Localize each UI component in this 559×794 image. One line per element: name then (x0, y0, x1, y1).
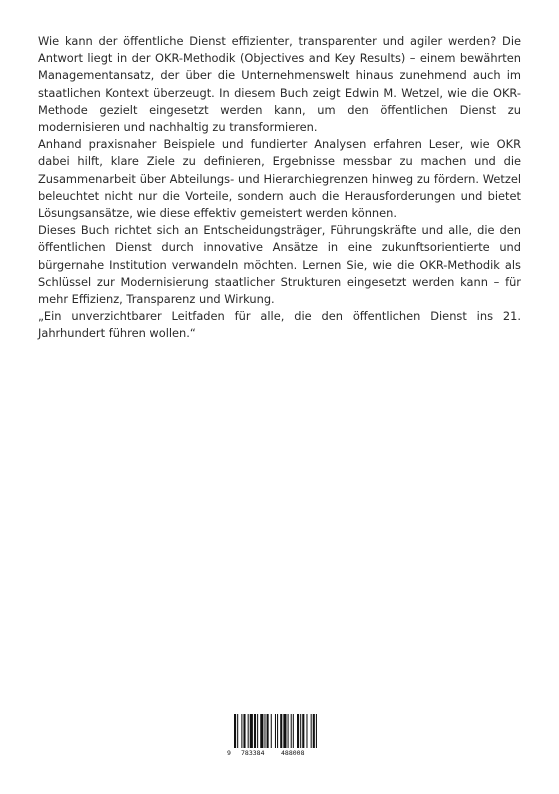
barcode-bar (311, 714, 312, 750)
barcode-bar (288, 714, 289, 750)
barcode-bar (316, 714, 317, 750)
barcode-bar (277, 714, 278, 750)
blurb-quote: „Ein unverzichtbarer Leitfaden für alle, die den öffentlichen Dienst ins 21. Jahrhundert führen wollen.“ (38, 309, 521, 341)
barcode-bar (267, 714, 269, 750)
barcode-bar (241, 714, 242, 750)
barcode-bar (293, 714, 294, 750)
isbn-barcode (226, 714, 322, 762)
barcode-bar (257, 714, 258, 750)
blurb-paragraph-intro: Wie kann der öffentliche Dienst effizienter, transparenter und agiler werden? Die Antwort liegt in der OKR-Methodik (Objectives and Key Results) – einem bewährten Managementansatz, der über die Unternehmenswelt hinaus zunehmend auch im staatlichen Kontext überzeugt. In diesem Buch zeigt Edwin M. Wetzel, wie die OKR-Methode gezielt eingesetzt werden kann, um den öffentlichen Dienst zu modernisieren und nachhaltig zu transformieren. (38, 34, 521, 135)
barcode-bar (297, 714, 299, 750)
blurb-text (38, 33, 521, 343)
barcode-bar (291, 714, 292, 750)
blurb-paragraph-examples: Anhand praxisnaher Beispiele und fundierter Analysen erfahren Leser, wie OKR dabei hilft, klare Ziele zu definieren, Ergebnisse messbar zu machen und die Zusammenarbeit über Abteilungs- und Hierarchiegrenzen hinweg zu fördern. Wetzel beleuchtet nicht nur die Vorteile, sondern auch die Herausforderungen und bietet Lösungsansätze, wie diese effektiv gemeistert werden können. (38, 137, 521, 221)
barcode-bar (264, 714, 265, 750)
barcode-left-group: 783384 (241, 749, 265, 757)
barcode-bar (254, 714, 256, 750)
barcode-bar (260, 714, 263, 750)
blurb-paragraph-audience: Dieses Buch richtet sich an Entscheidungsträger, Führungskräfte und alle, die den öffentlichen Dienst durch innovative Ansätze in eine zukunftsorientierte und bürgernahe Institution verwandeln möchten. Lernen Sie, wie die OKR-Methodik als Schlüssel zur Modernisierung staatlicher Strukturen eingesetzt werden kann – für mehr Effizienz, Transparenz und Wirkung. (38, 223, 521, 307)
barcode-digits (226, 748, 322, 760)
barcode-bar (243, 714, 245, 750)
barcode-lead-digit: 9 (227, 749, 231, 757)
barcode-bar (248, 714, 249, 750)
barcode-right-group: 488008 (281, 749, 305, 757)
barcode-bar (250, 714, 253, 750)
barcode-bar (306, 714, 307, 750)
barcode-bar (300, 714, 301, 750)
barcode-bar (302, 714, 304, 750)
barcode-bar (313, 714, 315, 750)
barcode-bar (271, 714, 272, 750)
barcode-bar (275, 714, 276, 750)
